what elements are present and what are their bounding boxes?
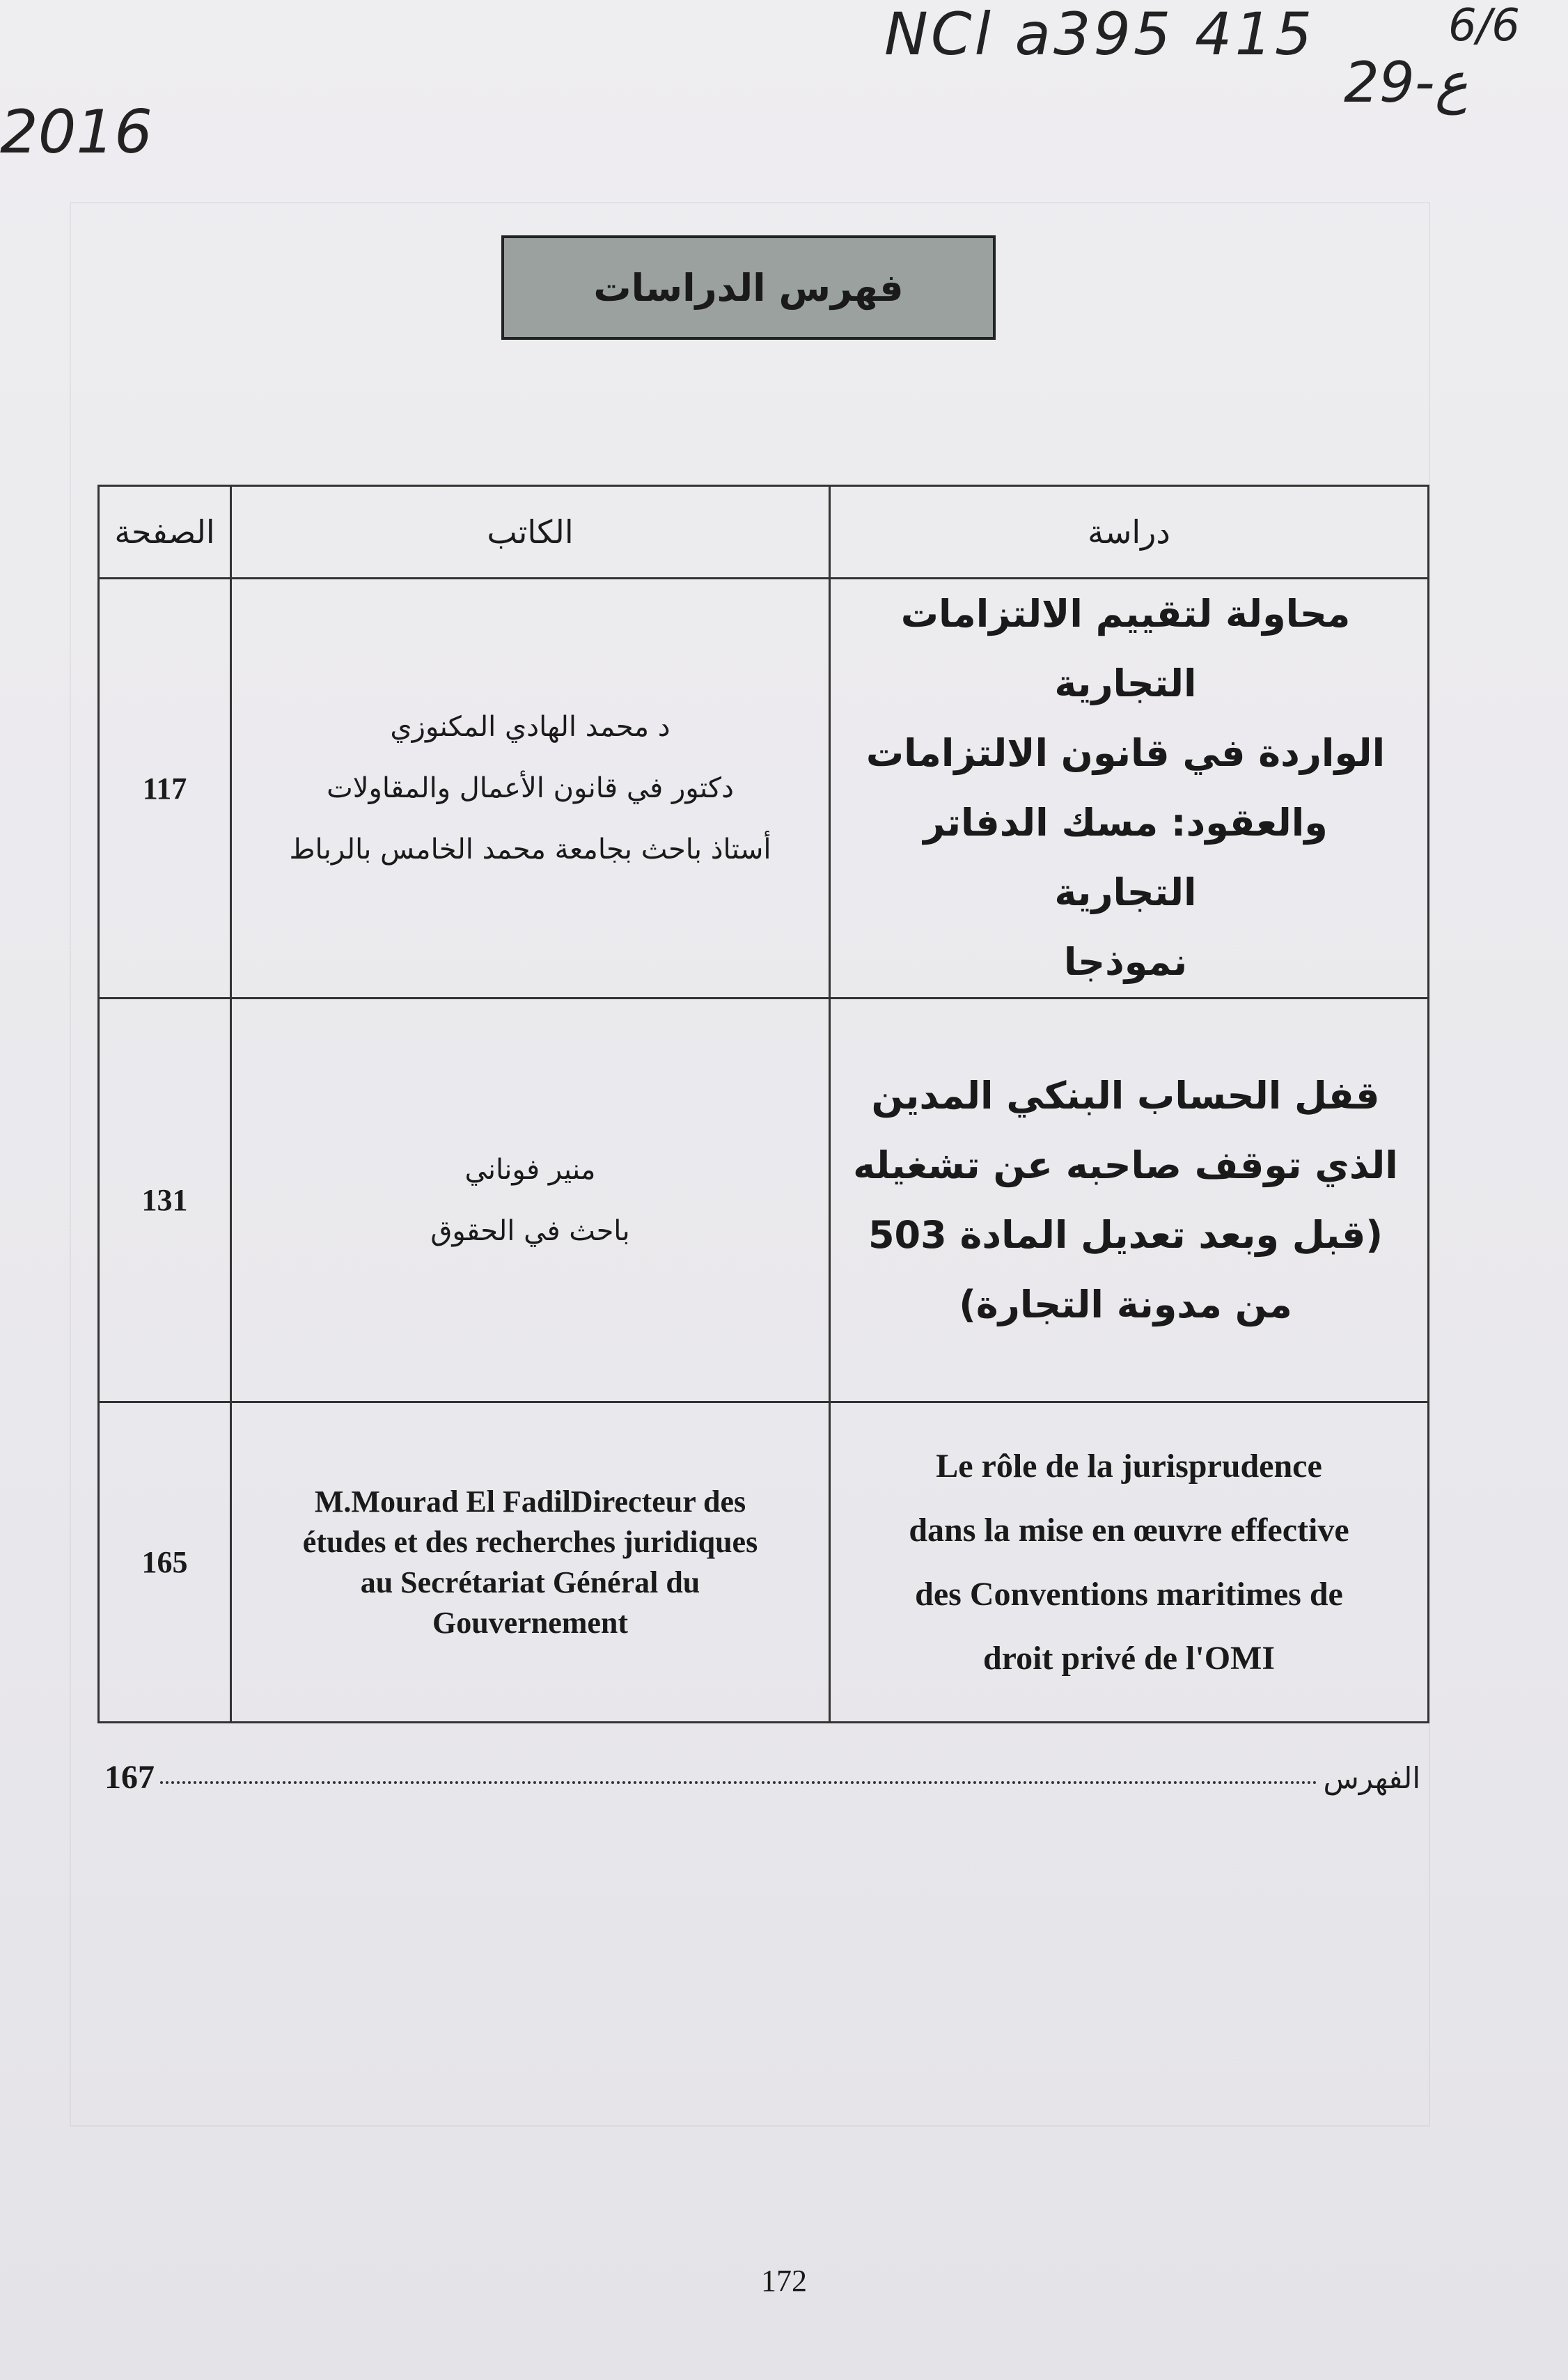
- study-title-line: (قبل وبعد تعديل المادة 503: [868, 1212, 1383, 1257]
- author-line: études et des recherches juridiques: [302, 1524, 758, 1559]
- study-title-line: قفل الحساب البنكي المدين: [871, 1073, 1380, 1118]
- study-title-line: نموذجا: [1063, 940, 1188, 984]
- author-line: باحث في الحقوق: [430, 1214, 630, 1247]
- author-line: أستاذ باحث بجامعة محمد الخامس بالرباط: [289, 833, 771, 866]
- dot-leader: [160, 1781, 1317, 1784]
- index-label: الفهرس: [1323, 1761, 1420, 1795]
- handwritten-code: 29-ع: [1344, 50, 1468, 115]
- author-line: دكتور في قانون الأعمال والمقاولات: [327, 772, 734, 804]
- author-line: Gouvernement: [432, 1605, 629, 1640]
- handwritten-year: 2016: [0, 97, 152, 167]
- table-row: [99, 579, 1429, 999]
- handwritten-reference: NCl a395 415: [884, 0, 1315, 68]
- header-author: الكاتب: [231, 486, 830, 579]
- study-title-cell: [830, 579, 1429, 999]
- study-title-line: des Conventions maritimes de: [915, 1575, 1343, 1613]
- study-title-line: والعقود: مسك الدفاتر التجارية: [923, 801, 1328, 914]
- handwritten-fraction: 6/6: [1448, 0, 1520, 52]
- page-number: 172: [761, 2264, 807, 2298]
- page-cell: 165: [99, 1402, 231, 1723]
- index-entry: [104, 1758, 1420, 1807]
- study-title-cell: [830, 999, 1429, 1402]
- title-box: [501, 235, 996, 340]
- page-cell: 117: [99, 579, 231, 999]
- header-study: دراسة: [830, 486, 1429, 579]
- study-title-line: dans la mise en œuvre effective: [909, 1511, 1349, 1549]
- author-line: au Secrétariat Général du: [360, 1565, 700, 1599]
- author-line: M.Mourad El FadilDirecteur des: [314, 1484, 746, 1519]
- study-title-line: droit privé de l'OMI: [982, 1639, 1276, 1677]
- author-cell: [231, 579, 830, 999]
- author-cell: [231, 1402, 830, 1723]
- studies-table: [97, 485, 1429, 1723]
- author-cell: [231, 999, 830, 1402]
- study-title-line: الذي توقف صاحبه عن تشغيله: [853, 1143, 1398, 1187]
- study-title-line: Le rôle de la jurisprudence: [936, 1447, 1322, 1485]
- author-line: د محمد الهادي المكنوزي: [390, 711, 671, 743]
- study-title-line: من مدونة التجارة): [959, 1282, 1292, 1326]
- table-row: [99, 999, 1429, 1402]
- table-row: [99, 1402, 1429, 1723]
- index-page-number: 167: [104, 1759, 155, 1796]
- study-title-cell: [830, 1402, 1429, 1723]
- header-page: الصفحة: [99, 486, 231, 579]
- page-cell: 131: [99, 999, 231, 1402]
- author-line: منير فوناني: [464, 1153, 596, 1186]
- study-title-line: محاولة لتقييم الالتزامات التجارية: [900, 592, 1351, 705]
- table-header-row: [99, 486, 1429, 579]
- study-title-line: الواردة في قانون الالتزامات: [865, 731, 1386, 775]
- page-title: فهرس الدراسات: [593, 265, 904, 310]
